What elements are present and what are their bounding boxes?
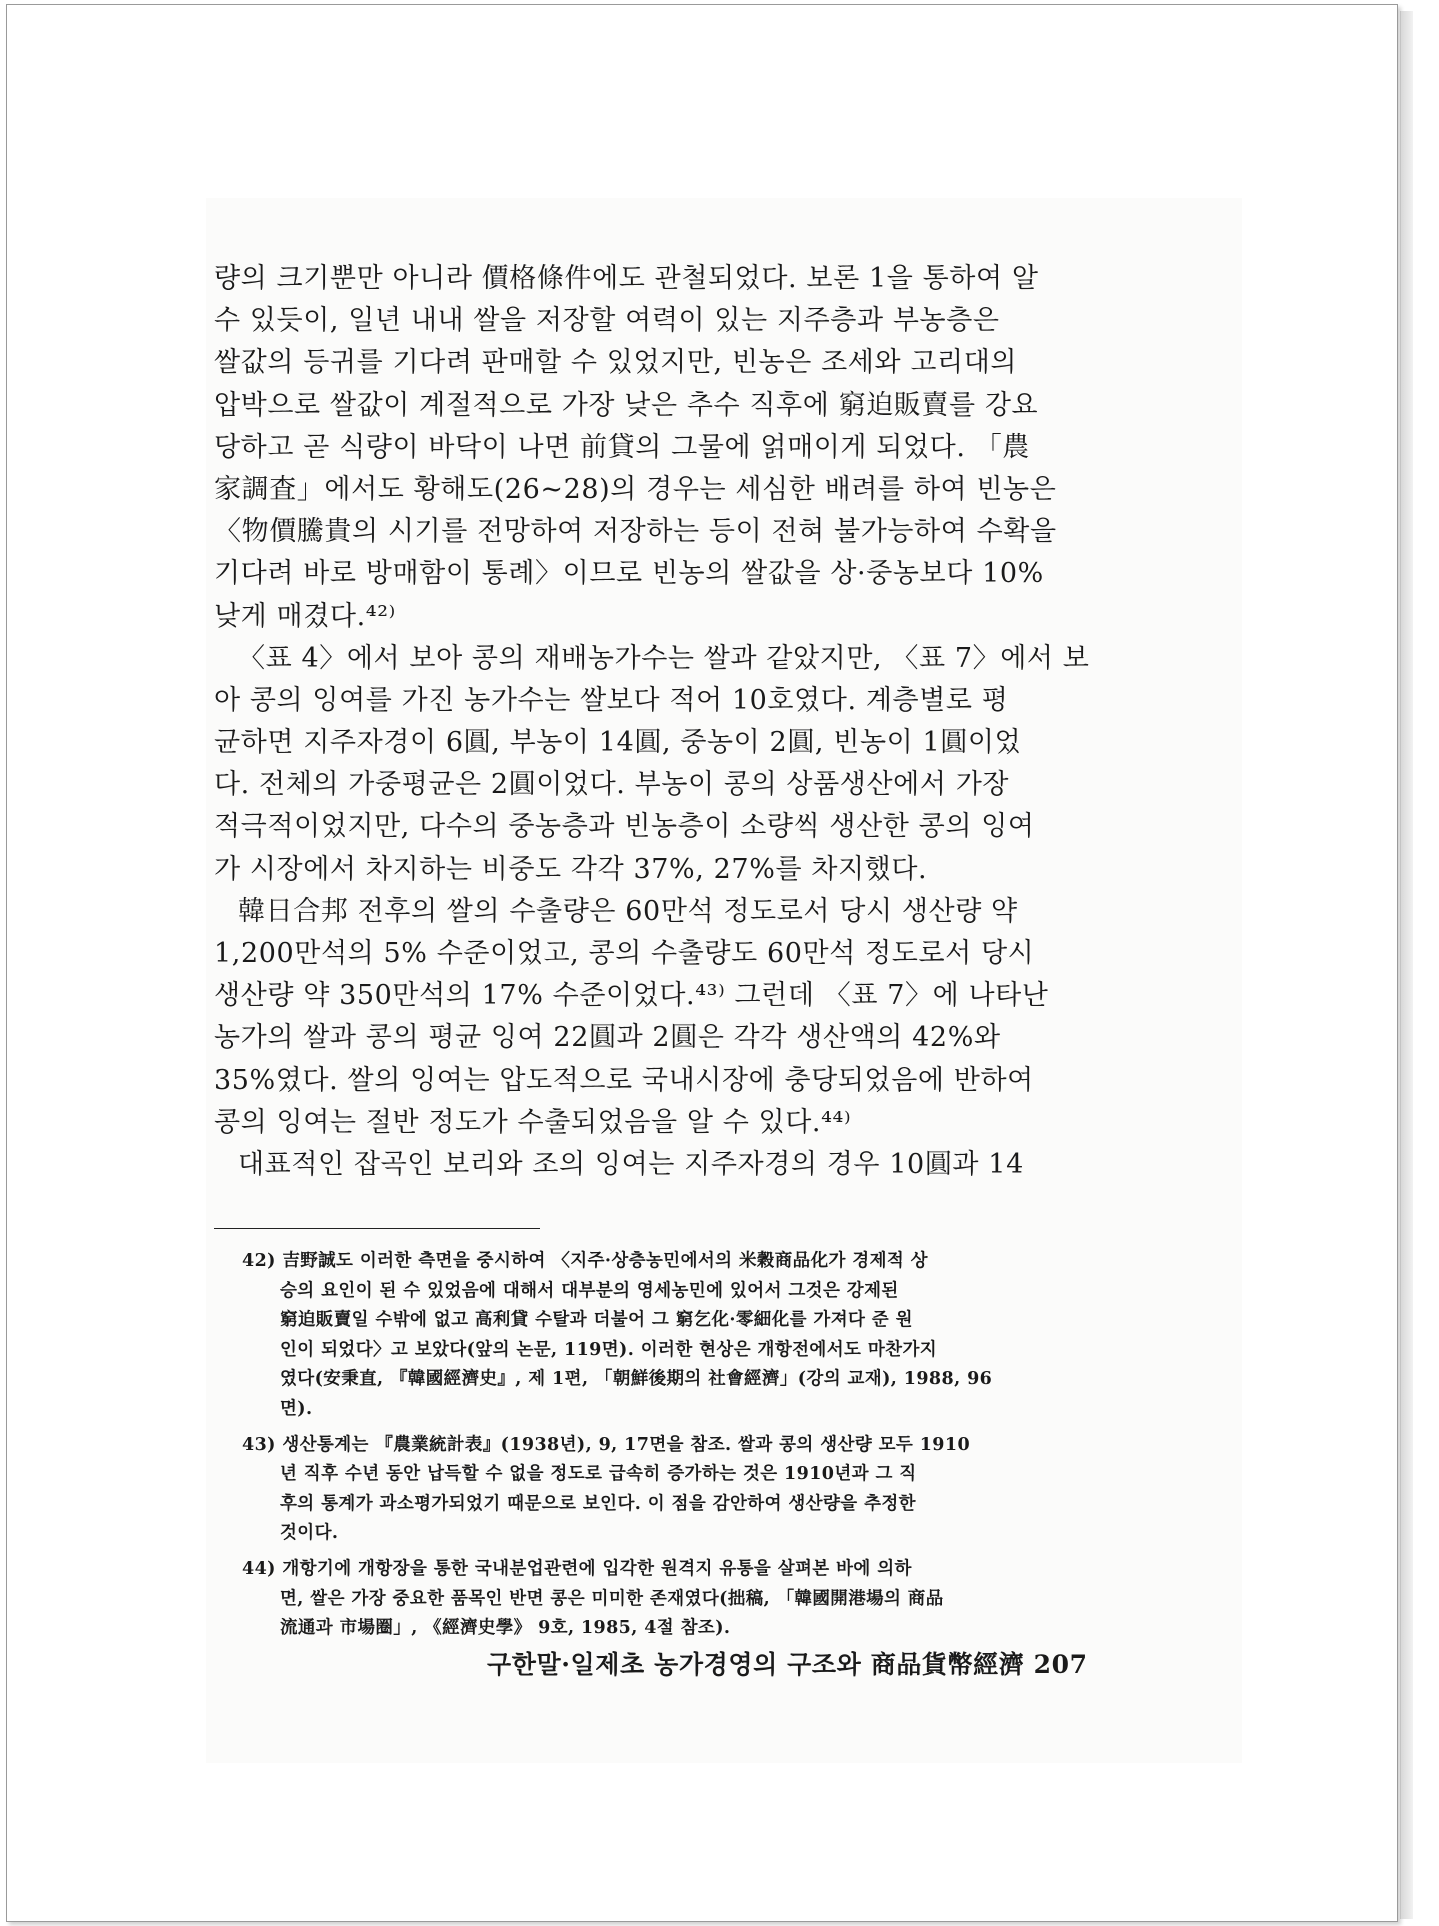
- body-line: 가 시장에서 차지하는 비중도 각각 37%, 27%를 차지했다.: [214, 853, 928, 885]
- footnote-line: 것이다.: [280, 1523, 339, 1544]
- body-line-paragraph-start: 대표적인 잡곡인 보리와 조의 잉여는 지주자경의 경우 10圓과 14: [238, 1148, 1024, 1180]
- body-line-paragraph-start: 〈표 4〉에서 보아 콩의 재배농가수는 쌀과 같았지만, 〈표 7〉에서 보: [238, 642, 1090, 674]
- body-text: [214, 258, 1214, 1186]
- footnote-42: [242, 1247, 1202, 1425]
- body-line: 농가의 쌀과 콩의 평균 잉여 22圓과 2圓은 각각 생산액의 42%와: [214, 1022, 1001, 1054]
- body-line-paragraph-start: 韓日合邦 전후의 쌀의 수출량은 60만석 정도로서 당시 생산량 약: [238, 895, 1018, 927]
- footnote-line: 면, 쌀은 가장 중요한 품목인 반면 콩은 미미한 존재였다(拙稿, 「韓國開港場의 商品: [280, 1588, 944, 1609]
- footnote-line: 42) 吉野誠도 이러한 측면을 중시하여 〈지주·상층농민에서의 米穀商品化가 경제적 상: [242, 1251, 928, 1271]
- body-line: 균하면 지주자경이 6圓, 부농이 14圓, 중농이 2圓, 빈농이 1圓이었: [214, 727, 1022, 759]
- running-footer-with-page-number: 구한말·일제초 농가경영의 구조와 商品貨幣經濟 207: [487, 1650, 1088, 1679]
- body-line: 당하고 곧 식량이 바닥이 나면 前貸의 그물에 얽매이게 되었다. 「農: [214, 431, 1030, 463]
- body-line: 생산량 약 350만석의 17% 수준이었다.⁴³⁾ 그런데 〈표 7〉에 나타난: [214, 980, 1049, 1012]
- footnote-43: [242, 1431, 1202, 1549]
- body-line: 기다려 바로 방매함이 통례〉이므로 빈농의 쌀값을 상·중농보다 10%: [214, 558, 1044, 590]
- footnote-line: 승의 요인이 된 수 있었음에 대해서 대부분의 영세농민에 있어서 그것은 강제된: [280, 1280, 899, 1301]
- footnote-line: 였다(安秉直, 『韓國經濟史』, 제 1편, 「朝鮮後期의 社會經濟」(강의 교재), 1988, 96: [280, 1369, 993, 1390]
- body-line: 콩의 잉여는 절반 정도가 수출되었음을 알 수 있다.⁴⁴⁾: [214, 1106, 852, 1138]
- body-line: 아 콩의 잉여를 가진 농가수는 쌀보다 적어 10호였다. 계층별로 평: [214, 684, 1009, 716]
- body-line: 다. 전체의 가중평균은 2圓이었다. 부농이 콩의 상품생산에서 가장: [214, 769, 1010, 801]
- footnote-line: 44) 개항기에 개항장을 통한 국내분업관련에 입각한 원격지 유통을 살펴본 바에 의하: [242, 1558, 912, 1579]
- body-line: 35%였다. 쌀의 잉여는 압도적으로 국내시장에 충당되었음에 반하여: [214, 1064, 1034, 1096]
- body-line: 〈物價騰貴의 시기를 전망하여 저장하는 등이 전혀 불가능하여 수확을: [214, 516, 1057, 548]
- footnote-line: 流通과 市場圈」, 《經濟史學》 9호, 1985, 4절 참조).: [280, 1618, 731, 1639]
- footnote-line: 년 직후 수년 동안 납득할 수 없을 정도로 급속히 증가하는 것은 1910년과 그 직: [280, 1464, 917, 1485]
- footnote-separator: [214, 1228, 540, 1229]
- body-line: 압박으로 쌀값이 계절적으로 가장 낮은 추수 직후에 窮迫販賣를 강요: [214, 389, 1039, 421]
- body-line: 1,200만석의 5% 수준이었고, 콩의 수출량도 60만석 정도로서 당시: [214, 938, 1035, 969]
- footnote-line: 면).: [280, 1398, 313, 1419]
- body-line: 쌀값의 등귀를 기다려 판매할 수 있었지만, 빈농은 조세와 고리대의: [214, 347, 1018, 379]
- body-line: 적극적이었지만, 다수의 중농층과 빈농층이 소량씩 생산한 콩의 잉여: [214, 811, 1035, 843]
- body-line: 낮게 매겼다.⁴²⁾: [214, 600, 396, 632]
- footnote-line: 43) 생산통계는 『農業統計表』(1938년), 9, 17면을 참조. 쌀과 콩의 생산량 모두 1910: [242, 1434, 971, 1455]
- body-line: 수 있듯이, 일년 내내 쌀을 저장할 여력이 있는 지주층과 부농층은: [214, 305, 1000, 337]
- footnotes: [242, 1247, 1202, 1644]
- footnote-44: [242, 1555, 1202, 1644]
- body-line: 량의 크기뿐만 아니라 價格條件에도 관철되었다. 보론 1을 통하여 알: [214, 263, 1039, 294]
- footnote-line: 인이 되었다〉고 보았다(앞의 논문, 119면). 이러한 현상은 개항전에서도 마찬가지: [280, 1339, 938, 1360]
- body-line: 家調査」에서도 황해도(26~28)의 경우는 세심한 배려를 하여 빈농은: [214, 473, 1057, 505]
- footnote-line: 후의 통계가 과소평가되었기 때문으로 보인다. 이 점을 감안하여 생산량을 추정한: [280, 1493, 916, 1514]
- footnote-line: 窮迫販賣일 수밖에 없고 高利貸 수탈과 더불어 그 窮乞化·零細化를 가져다 준 원: [280, 1310, 913, 1331]
